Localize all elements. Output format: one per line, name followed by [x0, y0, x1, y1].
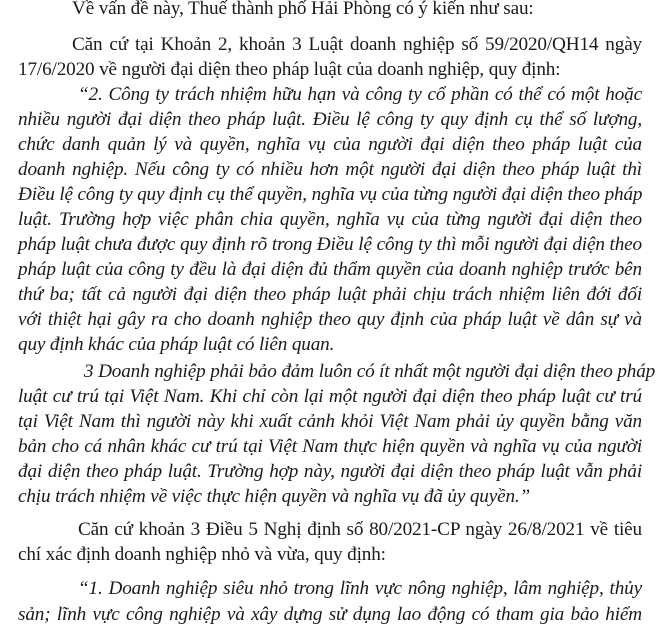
line-text: đại diện theo pháp luật. Trường hợp này, người đại diện theo pháp luật vẫn phải: [18, 461, 642, 482]
line-text: bản cho cá nhân khác cư trú tại Việt Nam thực hiện quyền và nghĩa vụ của người: [18, 436, 642, 457]
line-12: [18, 283, 642, 307]
line-2: [72, 33, 642, 57]
line-text: luật. Trường hợp việc phân chia quyền, nghĩa vụ của từng người đại diện theo: [18, 209, 642, 230]
line-7: [18, 158, 642, 182]
line-19: [18, 460, 642, 484]
line-4: [78, 83, 642, 107]
line-text: “2. Công ty trách nhiệm hữu hạn và công ty cổ phần có thể có một hoặc: [78, 84, 642, 105]
line-text: luật cư trú tại Việt Nam. Khi chỉ còn lại một người đại diện theo pháp luật cư trú: [18, 386, 642, 407]
line-10: [18, 233, 642, 257]
line-text: pháp luật chưa được quy định rõ trong Điều lệ công ty thì mỗi người đại diện theo: [18, 234, 642, 255]
line-text: chịu trách nhiệm về việc thực hiện quyền và nghĩa vụ đã ủy quyền.”: [18, 486, 531, 507]
line-text: với thiệt hại gây ra cho doanh nghiệp theo quy định của pháp luật về dân sự và: [18, 309, 642, 330]
line-text: quy định khác của pháp luật có liên quan.: [18, 334, 335, 355]
line-13: [18, 308, 642, 332]
line-1: [72, 0, 592, 21]
line-text: 17/6/2020 về người đại diện theo pháp luật của doanh nghiệp, quy định:: [18, 59, 561, 80]
line-3: [18, 58, 578, 82]
line-text: pháp luật của công ty đều là đại diện đủ thẩm quyền của doanh nghiệp trước bên: [18, 259, 642, 280]
line-17: [18, 410, 642, 434]
line-16: [18, 385, 642, 409]
line-5: [18, 108, 642, 132]
line-21: [78, 518, 642, 542]
line-text: Căn cứ khoản 3 Điều 5 Nghị định số 80/2021-CP ngày 26/8/2021 về tiêu: [78, 519, 642, 540]
line-22: [18, 543, 438, 567]
line-text: thứ ba; tất cả người đại diện theo pháp luật phải chịu trách nhiệm liên đới đối: [18, 284, 642, 305]
line-text: sản; lĩnh vực công nghiệp và xây dựng sử dụng lao động có tham gia bảo hiểm: [18, 604, 642, 625]
line-text: chức danh quản lý và quyền, nghĩa vụ của người đại diện theo pháp luật của: [18, 134, 642, 155]
line-9: [18, 208, 642, 232]
line-23: [78, 577, 642, 601]
line-text: 3 Doanh nghiệp phải bảo đảm luôn có ít nhất một người đại diện theo pháp: [84, 361, 656, 382]
line-text: “1. Doanh nghiệp siêu nhỏ trong lĩnh vực nông nghiệp, lâm nghiệp, thủy: [78, 578, 642, 599]
line-text: chí xác định doanh nghiệp nhỏ và vừa, quy định:: [18, 544, 386, 565]
line-11: [18, 258, 642, 282]
line-text: Điều lệ công ty quy định cụ thể quyền, nghĩa vụ của từng người đại diện theo pháp: [18, 184, 643, 205]
line-text: doanh nghiệp. Nếu công ty có nhiều hơn một người đại diện theo pháp luật thì: [18, 159, 642, 180]
line-6: [18, 133, 642, 157]
line-8: [18, 183, 642, 207]
line-14: [18, 333, 418, 357]
line-18: [18, 435, 642, 459]
line-text: Về vấn đề này, Thuế thành phố Hải Phòng có ý kiến như sau:: [72, 0, 534, 19]
line-24: [18, 603, 642, 627]
line-15: [84, 360, 656, 384]
line-text: tại Việt Nam thì người này khi xuất cảnh khỏi Việt Nam phải ủy quyền bằng văn: [18, 411, 642, 432]
line-text: Căn cứ tại Khoản 2, khoản 3 Luật doanh nghiệp số 59/2020/QH14 ngày: [72, 34, 642, 55]
line-text: nhiều người đại diện theo pháp luật. Điều lệ công ty quy định cụ thể số lượng,: [18, 109, 642, 130]
line-20: [18, 485, 578, 509]
